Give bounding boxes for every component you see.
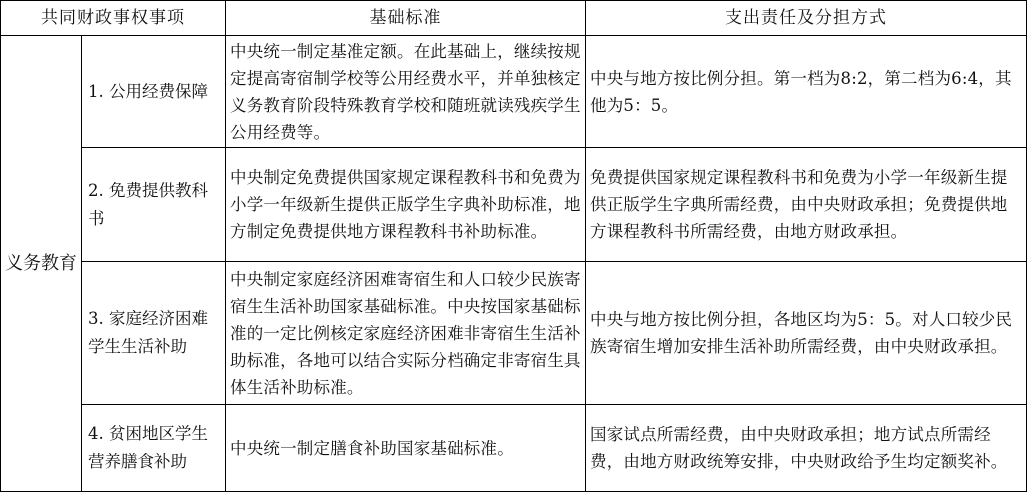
item-cell: 1. 公用经费保障 [82, 36, 226, 148]
item-cell: 3. 家庭经济困难学生生活补助 [82, 262, 226, 405]
item-cell: 4. 贫困地区学生营养膳食补助 [82, 405, 226, 492]
standard-cell: 中央制定免费提供国家规定课程教科书和免费为小学一年级新生提供正版学生字典补助标准，地方制定免费提供地方课程教科书补助标准。 [226, 148, 586, 262]
table-row [1, 262, 1027, 405]
header-row [1, 1, 1027, 36]
table-row [1, 405, 1027, 492]
header-standard: 基础标准 [226, 1, 586, 36]
standard-cell: 中央制定家庭经济困难寄宿生和人口较少民族寄宿生生活补助国家基础标准。中央按国家基础标准的一定比例核定家庭经济困难非寄宿生生活补助标准，各地可以结合实际分档确定非寄宿生具体生活补助标准。 [226, 262, 586, 405]
table-row [1, 148, 1027, 262]
header-matter: 共同财政事权事项 [1, 1, 226, 36]
table-row [1, 36, 1027, 148]
category-cell: 义务教育 [1, 36, 82, 492]
item-cell: 2. 免费提供教科书 [82, 148, 226, 262]
header-responsibility: 支出责任及分担方式 [586, 1, 1027, 36]
responsibility-cell: 国家试点所需经费，由中央财政承担；地方试点所需经费，由地方财政统筹安排，中央财政给予生均定额奖补。 [586, 405, 1027, 492]
standard-cell: 中央统一制定基准定额。在此基础上，继续按规定提高寄宿制学校等公用经费水平，并单独核定义务教育阶段特殊教育学校和随班就读残疾学生公用经费等。 [226, 36, 586, 148]
responsibility-cell: 免费提供国家规定课程教科书和免费为小学一年级新生提供正版学生字典所需经费，由中央财政承担；免费提供地方课程教科书所需经费，由地方财政承担。 [586, 148, 1027, 262]
responsibility-cell: 中央与地方按比例分担。第一档为8:2，第二档为6:4，其他为5：5。 [586, 36, 1027, 148]
standard-cell: 中央统一制定膳食补助国家基础标准。 [226, 405, 586, 492]
responsibility-cell: 中央与地方按比例分担，各地区均为5：5。对人口较少民族寄宿生增加安排生活补助所需经费，由中央财政承担。 [586, 262, 1027, 405]
